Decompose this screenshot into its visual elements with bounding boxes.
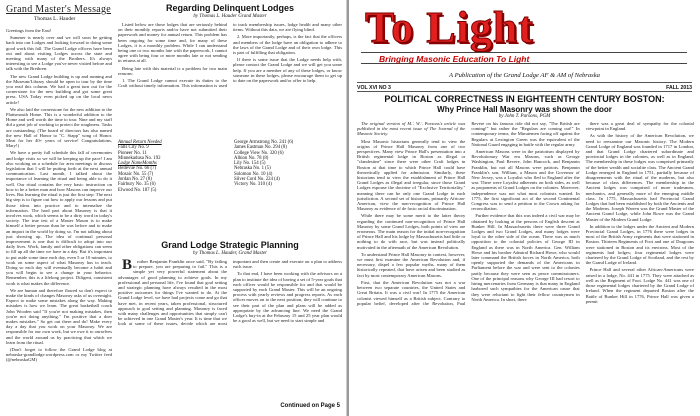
lodge-name: Lodge NameMonths: [118, 161, 157, 167]
lodge-name: George Armstrong No. 241 (6): [234, 140, 294, 145]
lodge-name: Lily No. 154 (5): [234, 161, 266, 167]
strategic-title: Grand Lodge Strategic Planning: [161, 240, 299, 250]
lodge-name: Minnekadusa No. 192: [118, 155, 161, 161]
lodge-name: Nebraska No. 1 (5): [234, 166, 271, 172]
grand-master-header: [6, 4, 112, 28]
grand-master-byline: Thomas L. Hauder: [34, 16, 76, 22]
strategic-byline: by Thomas L. Hauder, Grand Master: [192, 251, 268, 256]
lodge-row: [118, 188, 226, 193]
political-paragraph: As with the history of the American Revolution, we need to reexamine our Masonic history. The Modern Grand Lodge of England was founded in 1717 in London, and that Grand Lodge chartered subordinate and provincial lodges in the colonies, as well as in England. The membership in these lodges was comprised primarily of the better wealth and socialite class. The Ancient Grand Lodge emerged in England in 1751, partially because of disagreements with the ritual of the moderns, but also because of class differences. The membership in the Ancient lodges was comprised of more tradesmen, mechanics, and generally more of the emerging middle class. In 1775, Massachusetts had Provincial Grand Lodges that had been established by both the Ancients and the Moderns. Joseph Warren was the Grand Master of the Ancient Grand Lodge, while John Rowe was the Grand Master of the Modern Grand Lodge.: [585, 133, 694, 222]
delinquent-paragraph: If there is some issue that the Lodge needs help with, please contact the Grand Lodge and we will get you some help. If you are a member of any of these lodges, or know someone in these lodges, please encourage them to get up to date on the paperwork and/or offer to help.: [233, 57, 342, 84]
lodge-list-header: Annual Return Needed: [118, 140, 162, 145]
masthead-tagline: A Publication of the Grand Lodge AF & AM of Nebraska: [449, 72, 600, 79]
lodge-name: Silver Cord No. 224 (4): [234, 177, 280, 183]
political-paragraph: The original version of M∴ W∴ Parsons's article was published in the most recent issue of The Journal of the Masonic Society.: [357, 121, 466, 137]
delinquent-body: [118, 22, 342, 138]
masthead-title: To Light: [365, 3, 535, 52]
political-paragraph: Most Masonic historians generally tend to view the origins of Prince Hall Masonry from one of two perspectives. Many view Prince Hall's presentation into a British regimental lodge in Boston as illegal or "clandestine" since there were other Craft lodges in Boston at that time to which Prince Hall could have theoretically applied for admission. Similarly, these historians tend to view the establishment of Prince Hall Grand Lodges as illegal and irregular, since those Grand Lodges espouse the doctrine of "Exclusive Territoriality," meaning there can be only one Grand Lodge in each jurisdiction. A second set of historians, primarily African-American, view the non-recognition of Prince Hall Masonry as evidence of de facto racial discrimination.: [357, 138, 466, 212]
masthead-banner: Bringing Masonic Education To Light: [379, 54, 530, 64]
lodge-list-column-a: [118, 140, 226, 193]
lodge-name: Solomon No. 10 (4): [234, 171, 273, 177]
political-body: [357, 121, 694, 412]
lodge-name: Elwood No. 187 (5): [118, 187, 157, 193]
political-paragraph: First, that the American Revolution was not a war between two separate countries, the United States and Great Britain. It was a civil war! In 1775 the American colonist viewed himself as a British subject. Contrary to popular belief, developed after the Revolution, Paul Revere on his famous ride did not say, "The British are coming!" but rather the "Regulars are coming out!" In contemporary terms, the Minutemen facing off against the Regulars at Lexington Green was the equivalent of the National Guard engaging in battle with the regular army.: [357, 121, 580, 306]
delinquent-title: Regarding Delinquent Lodges: [165, 3, 294, 13]
lodge-name: Jordan No. 27 (8): [118, 177, 152, 183]
issue-date: FALL 2013: [666, 85, 692, 91]
strategic-paragraph-text: rother Benjamin Franklin once said, "By failing to prepare, you are preparing to fail." This is a simple yet very powerful statement about the advantages of good planning to achieve goals. In my professional and personal life, I've found that goal setting and strategic planning have always resulted in the most positive outcomes for things I've wanted to do. At the Grand Lodge level, we have had projects come and go that have met, in recent years, taken professional, structured approach to goal setting and planning. Masonry is faced with many challenges and opportunities that simply can't be achieved in one Grand Master's year. It is time that we look at some of these issues, decide which are most important and then create and execute on a plan to address each issue.: [118, 259, 342, 327]
left-page: [0, 0, 347, 416]
delinquent-paragraph: 1. The Grand Lodge cannot execute its duties to the Craft without timely information. This information is used to track membership issues, lodge health and many other items. Without this data, we are flying blind.: [118, 22, 342, 89]
grand-master-paragraph: Summer is nearly over and we will soon be getting back into our Lodges and looking forward to doing some good work this fall. The Grand Lodge officers have been out and about visiting Lodges across the state and meeting with many of the Brothers. It's always interesting to see a Lodge you've never visited before and talk with the Brethren.: [6, 35, 112, 72]
lodge-name: Albion No. 78 (8): [234, 155, 269, 161]
strategic-paragraph: To that end, I have been working with the advisors on a plan to institute the idea of having a set of 5-year goals that each officer would be responsible for and that would be supported by each Grand Master. This will be an ongoing process with yearly reviews and progress reports. As each officer moves on to the next position, they will continue to see their part of the plan and plans will be added as appropriate by the advancing line. We need the Grand Lodge's buy-in at the February 15 and 25 year plan would be a good as well, but we need to start simple and: [233, 271, 342, 324]
political-paragraph: While there may be some merit to the latter theory regarding the continued non-recognition of Prince Hall Masonry by some Grand Lodges, both points of view are erroneous. The main reason for the initial non-recognition of Prince Hall and his lodge by Massachusetts had little or nothing to do with race, but was instead politically motivated in the aftermath of the American Revolution.: [357, 213, 466, 250]
political-paragraph: To understand Prince Hall Masonry in context, however, we must first examine the American Revolution and, if necessary, dispel a few popular myths, many of them historically repeated, that have arisen and been studied as fact by most contemporary American Masons.: [357, 251, 466, 278]
delinquent-paragraph: Being late with this material is a problem for two main reasons:: [118, 65, 227, 76]
grand-master-paragraph: We have a pretty full schedule this fall of ceremonies and lodge visits so we will be keeping up the pace! I am also working on a schedule for area meetings to discuss legislation that I will be putting forth at the next annual communication. Last month, I talked about the importance of learning the ritual and being able to do it well. Our ritual contains the very basic instruction on how to be a better man and how Masons can improve our lives. But learning the ritual is just the first step. The next big step is to figure out how to apply our lessons and put those ideas into practice and to internalize the information. The hard part about Masonry is that it involves work, which seems to be a dirty word in today's society. The true test of a Master Mason is to make himself a better person than he was before and to make an impact in the world by doing so. I'm not talking about just showing up. The idea of continual personal improvement is one that is difficult to adopt into our daily lives. Work, family and other obligations can seem to fill up all the time we have in a day. But it's important to put aside some time each day, even 5 or 10 minutes, to work on some aspect of what Masonry has to teach. Doing so each day will eventually become a habit and you will begin to see a change in your behavior. Remember, this is a lifelong project. Diligent, consistent work is what makes the difference.: [6, 150, 112, 286]
issue-volume: VOL XVI NO 3: [357, 85, 391, 91]
political-paragraph: there was a great deal of sympathy for the colonial viewpoint in England.: [585, 121, 694, 132]
political-byline: by John T. Parsons, PGM: [498, 114, 551, 119]
lodge-name: Victory No. 310 (4): [234, 182, 272, 188]
grand-master-paragraph: We also laid the cornerstone for the new addition to the Plattsmouth Home. This is a wonderful addition to the Home and well worth the time to tour. Nine and my staff did a great job of working to protect the roughness. Tasks are outstanding. (The board of directors has also named the new Hall of Honor to "C. Stapp" wing of Honor. Meat for her 40+ years of service! Congratulations, Mary!): [6, 106, 112, 149]
grand-master-greeting: Greetings from the East!: [6, 28, 52, 33]
delinquent-byline: by Thomas L. Hauder Grand Master: [193, 14, 267, 19]
lodge-name: Falls City No. 9: [118, 145, 149, 151]
lodge-name: Mosaic No. 55 (7): [118, 171, 154, 177]
issue-bar: [357, 82, 692, 92]
lodge-name: College View No. 320 (6): [234, 150, 284, 156]
political-subtitle: Why Prince Hall Masonry was shown the door: [437, 105, 612, 114]
delinquent-paragraph: 2. More importantly, perhaps, is the fact that the officers and members of the lodge have an obligation to adhere to the laws of the Grand Lodge and of their own lodge. This is part of fulfilling that obligation.: [233, 34, 342, 56]
political-paragraph: Further evidence that this was indeed a civil war may be obtained by looking at the persons of English descent at Bunker Hill. In Massachusetts there were three Grand Lodges and two Grand Lodges, and many lodges were loyal to the other side of the ocean. There was as much opposition to the colonial policies of George III in England as there was in North America. Gen. William Howe and his brother Admiral Richard Howe, who would later command the British forces in North America, both openly supported the demands of the Americans in Parliament before the war and were sent to the colonies partly because they were seen as peace commissioners. One of the principal reasons why George III had resort to hiring mercenaries from Germany is that many in England harbored such sympathies for the American cause that they were reluctant to fight their fellow countrymen in North America. In short, there: [471, 213, 580, 302]
political-paragraph: In addition to the lodges under the Ancient and Modern Provincial Grand Lodges, in 1776 there were lodges in most of the British Army regiments that were stationed in Boston. Thirteen Regiments of Foot and one of Dragoons were stationed in Boston and its environs. Most of the regiments had lodges; four regimental lodges were chartered by the Grand Lodge of Scotland, and the rest by the Grand Lodge of Ireland.: [585, 223, 694, 266]
grand-master-body: [6, 28, 112, 412]
lodge-name: Fairbury No. 35 (6): [118, 182, 156, 188]
delinquent-paragraph: Listed below are those lodges that are seriously behind on their monthly reports and/or have not submitted their paperwork and money for annual return. This problem has been ongoing for some time and, for many of these Lodges, it is a monthly problem. While I can understand being one or two months late with the paperwork, I cannot agree with being four or more months late or not sending in returns at all.: [118, 22, 227, 64]
political-paragraph: American Masons were in the patriotism displayed by Revolutionary War era Masons, such as George Washington, Paul Revere, John Hancock, and Benjamin Franklin, but not all Masons were patriots. Benjamin Franklin's son, William, a Mason and the Governor of New Jersey, was a Loyalist who fled to England after the war. There were Loyalist adherents on both sides, as well as proponents of Grand Lodges on the colonies. Moreover, independence was not what most colonists wanted. In 1775, the first significant act of the second Continental Congress was to send a petition to the Crown asking for reconciliation.: [471, 149, 580, 212]
lodge-name: James Eastman No. 294 (8): [234, 145, 287, 151]
lodge-list-column-b: [234, 140, 342, 188]
grand-master-paragraph: The new Grand Lodge building is up and running and the Museum/Library should be open to tour by the time you read this column. We had a great turn out for the cornerstone for the new building and got some great press. USA Today even picked up on the local news article!: [6, 73, 112, 105]
lodge-name: Bellevue No. 66 (7): [118, 166, 157, 172]
political-paragraph: Prince Hall and several other African-Americans were raised in a lodge, No. 441 in 1775. They were attached as well as the Regiment of Foot. Lodge No. 441 was one of those regimental lodges chartered by the Grand Lodge of Ireland. When the regiment departed Boston after the Battle of Bunker Hill in 1776, Prince Hall was given a permit: [585, 267, 694, 304]
grand-master-title: Grand Master's Message: [6, 4, 112, 15]
lodge-row: [234, 182, 342, 187]
lodge-name: Pioneer No. 11: [118, 150, 147, 156]
political-title: POLITICAL CORRECTNESS IN EIGHTEENTH CENTURY BOSTON:: [384, 94, 665, 104]
grand-master-paragraph: (Don't forget to follow the Grand Lodge blog at nebraska-grandlodge.wordpress.com or my Twitter feed (@nebraskaGM): [6, 346, 112, 363]
drop-cap: B: [122, 259, 133, 273]
masthead: [349, 0, 700, 98]
grand-master-paragraph: We are human and therefore flawed so don't expect to make the kinds of changes Masonry asks of us overnight. Expect to make some mistakes along the way. Making mistakes is how we learn. The great basketball coach John Wooden said "If you're not making mistakes, then you're not doing anything." I'm positive that a doer makes mistakes." So get out there and do! Make every day a day that you work on your Masonry. We are responsible for our own work, but we owe it to ourselves and the world around us by practicing that which we learn from the ritual.: [6, 287, 112, 345]
strategic-body: [118, 259, 342, 399]
continued-link[interactable]: Continued on Page 5: [280, 403, 340, 409]
